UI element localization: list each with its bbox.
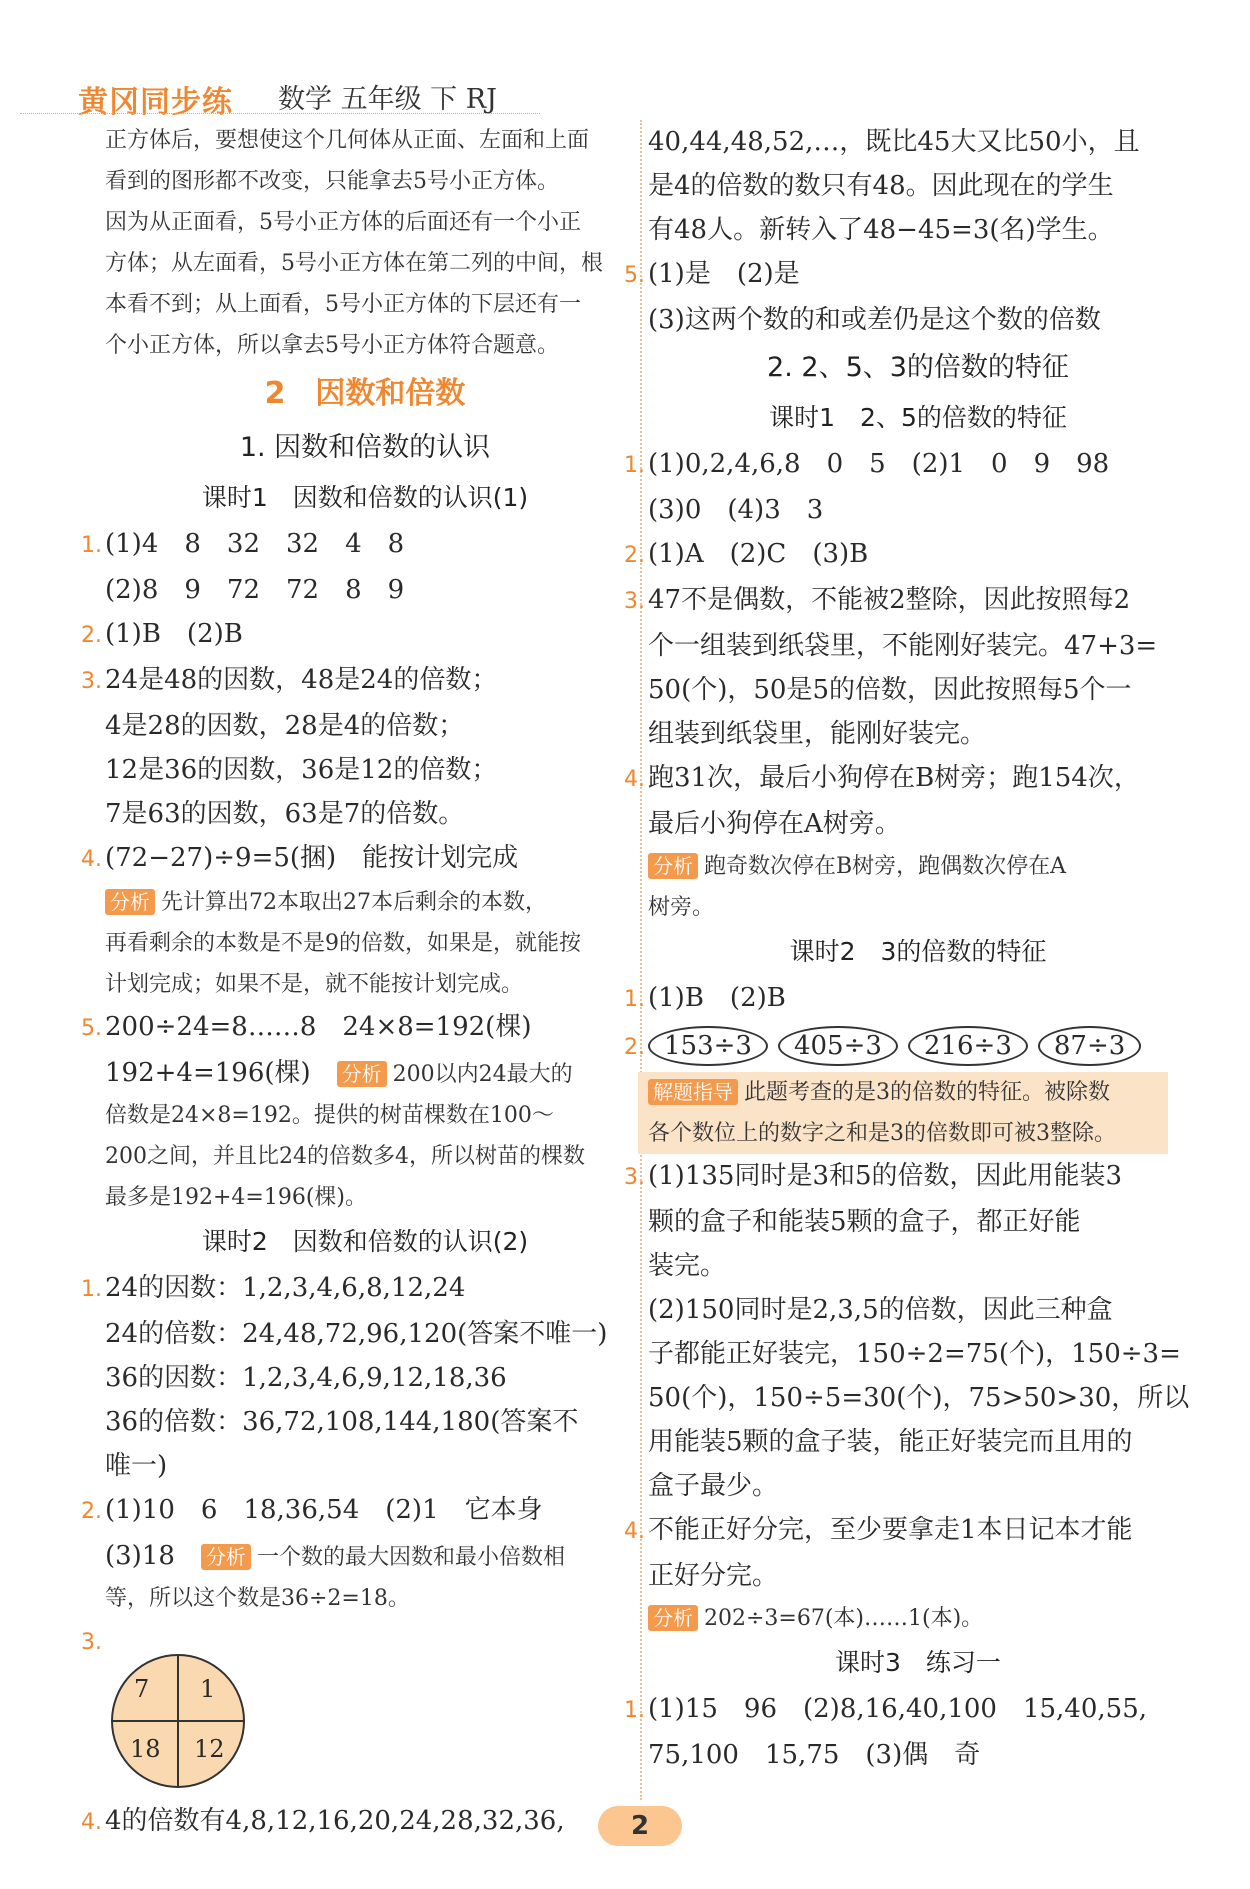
- answer-text: (1)135同时是3和5的倍数，因此用能装3: [648, 1161, 1123, 1191]
- answer-line: 有48人。新转入了48−45=3(名)学生。: [648, 215, 1114, 245]
- answer-line: [648, 1420, 1188, 1464]
- question-number: 5.: [624, 263, 645, 288]
- header-rule: [20, 113, 540, 114]
- answer-text: (1)4 8 32 32 4 8: [105, 529, 405, 559]
- answer-text: 24的倍数：24,48,72,96,120(答案不唯一): [105, 1319, 608, 1349]
- answer-line: [648, 1200, 1188, 1244]
- analysis-tag: 分析: [337, 1061, 387, 1087]
- answer-line: [624, 442, 1188, 488]
- answer-text: 颗的盒子和能装5颗的盒子，都正好能: [648, 1207, 1081, 1237]
- answer-line: [81, 658, 625, 704]
- analysis-tag: 分析: [648, 1605, 698, 1631]
- section-title: 2. 2、5、3的倍数的特征: [767, 352, 1069, 383]
- answer-line: [648, 1733, 1188, 1777]
- analysis-line: [648, 1598, 1188, 1639]
- answer-text: (1)B (2)B: [648, 983, 786, 1013]
- circle-value-bl: 18: [130, 1735, 161, 1763]
- circled-answer: 405÷3: [778, 1026, 898, 1066]
- answer-text: 子都能正好装完，150÷2=75(个)，150÷3=: [648, 1339, 1181, 1369]
- question-number: 2.: [81, 1499, 102, 1524]
- answer-text: 个一组装到纸袋里，不能刚好装完。47+3=: [648, 631, 1158, 661]
- question-number: 1.: [81, 1277, 102, 1302]
- intro-line: 正方体后，要想使这个几何体从正面、左面和上面: [105, 128, 590, 153]
- question-number: 3.: [81, 1630, 102, 1655]
- analysis-tag: 分析: [201, 1544, 251, 1570]
- question-number: 1.: [624, 1698, 645, 1723]
- question-number: 3.: [81, 669, 102, 694]
- tip-box: [638, 1072, 1168, 1154]
- answer-line: [105, 748, 625, 792]
- answer-line: [81, 1799, 625, 1845]
- question-number: 2.: [624, 543, 645, 568]
- answer-text: 36的倍数：36,72,108,144,180(答案不: [105, 1407, 579, 1437]
- analysis-line: [648, 846, 1188, 887]
- answer-text: (1)0,2,4,6,8 0 5 (2)1 0 9 98: [648, 449, 1110, 479]
- analysis-line: 再看剩余的本数是不是9的倍数，如果是，就能按: [105, 931, 581, 956]
- circle-diagram: [110, 1653, 246, 1789]
- answer-text: 用能装5颗的盒子装，能正好装完而且用的: [648, 1427, 1133, 1457]
- answer-line: [648, 1288, 1188, 1332]
- answer-line: [648, 668, 1188, 712]
- intro-line: 因为从正面看，5号小正方体的后面还有一个小正: [105, 210, 581, 235]
- analysis-text: 202÷3=67(本)……1(本)。: [704, 1606, 984, 1631]
- analysis-line: 计划完成；如果不是，就不能按计划完成。: [105, 972, 524, 997]
- analysis-line: 倍数是24×8=192。提供的树苗棵数在100～: [105, 1103, 554, 1128]
- answer-line: 是4的倍数的数只有48。因此现在的学生: [648, 171, 1114, 201]
- question-number: 5.: [81, 1016, 102, 1041]
- answer-text: (3)这两个数的和或差仍是这个数的倍数: [648, 305, 1101, 335]
- answer-line: [81, 522, 625, 568]
- answer-text: 最后小狗停在A树旁。: [648, 809, 901, 839]
- intro-line: 看到的图形都不改变，只能拿去5号小正方体。: [105, 169, 559, 194]
- answer-text: 200÷24=8……8 24×8=192(棵): [105, 1012, 532, 1042]
- answer-line: [81, 1619, 625, 1655]
- answer-line: [81, 1005, 625, 1051]
- answer-line: [624, 756, 1188, 802]
- tip-line: [648, 1072, 1168, 1113]
- answer-line: [81, 836, 625, 882]
- answer-text: 50(个)，150÷5=30(个)，75>50>30，所以: [648, 1383, 1190, 1413]
- answer-line: [105, 1534, 625, 1578]
- tip-text: 此题考查的是3的倍数的特征。被除数: [744, 1080, 1110, 1105]
- answer-line: [105, 1051, 625, 1095]
- analysis-line: 最多是192+4=196(棵)。: [105, 1185, 368, 1210]
- analysis-text: 一个数的最大因数和最小倍数相: [256, 1545, 565, 1570]
- analysis-text: 先计算出72本取出27本后剩余的本数，: [161, 890, 547, 915]
- answer-line: [624, 578, 1188, 624]
- answer-line: [624, 252, 1188, 298]
- lesson-title: 课时3 练习一: [835, 1648, 1001, 1677]
- answer-text: 192+4=196(棵): [105, 1058, 311, 1088]
- answer-line: [648, 802, 1188, 846]
- answer-line: [624, 1508, 1188, 1554]
- answer-text: 12是36的因数，36是12的倍数；: [105, 755, 498, 785]
- question-number: 4.: [81, 847, 102, 872]
- intro-line: 个小正方体，所以拿去5号小正方体符合题意。: [105, 333, 559, 358]
- tip-tag: 解题指导: [648, 1079, 738, 1105]
- answer-line: [105, 568, 625, 612]
- answer-line: [105, 792, 625, 836]
- lesson-title: 课时1 因数和倍数的认识(1): [201, 483, 529, 512]
- answer-text: (1)B (2)B: [105, 619, 243, 649]
- answer-line: [105, 1312, 625, 1356]
- question-number: 1.: [81, 533, 102, 558]
- left-column: [81, 120, 625, 1845]
- answer-text: (72−27)÷9=5(捆) 能按计划完成: [105, 843, 519, 873]
- answer-text: 24是48的因数，48是24的倍数；: [105, 665, 498, 695]
- circled-answer: 87÷3: [1038, 1026, 1141, 1066]
- answer-text: 组装到纸袋里，能刚好装完。: [648, 719, 987, 749]
- answer-text: 装完。: [648, 1251, 727, 1281]
- answer-line: [648, 488, 1188, 532]
- page-header: [0, 55, 1250, 120]
- answer-text: 唯一): [105, 1451, 168, 1481]
- answer-text: 4是28的因数，28是4的倍数；: [105, 711, 465, 741]
- tip-line: 各个数位上的数字之和是3的倍数即可被3整除。: [648, 1121, 1116, 1146]
- intro-line: 方体；从左面看，5号小正方体在第二列的中间，根: [105, 251, 603, 276]
- analysis-text: 跑奇数次停在B树旁，跑偶数次停在A: [704, 854, 1067, 879]
- circle-value-tr: 1: [200, 1675, 216, 1703]
- analysis-tag: 分析: [105, 889, 155, 915]
- chapter-title: 2 因数和倍数: [264, 376, 466, 411]
- analysis-line: 200之间，并且比24的倍数多4，所以树苗的棵数: [105, 1144, 585, 1169]
- answer-text: 不能正好分完，至少要拿走1本日记本才能: [648, 1515, 1133, 1545]
- analysis-line: 树旁。: [648, 895, 715, 920]
- answer-text: (1)10 6 18,36,54 (2)1 它本身: [105, 1495, 543, 1525]
- answer-text: 盒子最少。: [648, 1471, 779, 1501]
- circle-svg: [110, 1653, 246, 1789]
- answer-line: [648, 1464, 1188, 1508]
- answer-line: [624, 532, 1188, 578]
- answer-line: [81, 612, 625, 658]
- answer-line: [624, 976, 1188, 1022]
- right-column: [624, 120, 1190, 1777]
- answer-text: (1)是 (2)是: [648, 259, 800, 289]
- circle-value-tl: 7: [134, 1675, 150, 1703]
- answer-text: 4的倍数有4,8,12,16,20,24,28,32,36,: [105, 1806, 565, 1836]
- answer-line: [624, 1154, 1188, 1200]
- analysis-line: [105, 882, 625, 923]
- question-number: 4.: [81, 1810, 102, 1835]
- answer-line: [648, 1554, 1188, 1598]
- analysis-line: 等，所以这个数是36÷2=18。: [105, 1586, 410, 1611]
- answer-line: [81, 1488, 625, 1534]
- question-number: 3.: [624, 589, 645, 614]
- answer-line: [105, 1444, 625, 1488]
- circle-value-br: 12: [194, 1735, 225, 1763]
- subject-title: 数学 五年级 下 RJ: [278, 84, 497, 115]
- answer-line: [105, 704, 625, 748]
- answer-line: [624, 1687, 1188, 1733]
- answer-line: [648, 298, 1188, 342]
- answer-line: [81, 1266, 625, 1312]
- answer-text: 47不是偶数，不能被2整除，因此按照每2: [648, 585, 1131, 615]
- answer-text: 跑31次，最后小狗停在B树旁；跑154次，: [648, 763, 1140, 793]
- intro-line: 本看不到；从上面看，5号小正方体的下层还有一: [105, 292, 581, 317]
- question-number: 4.: [624, 767, 645, 792]
- circled-answer: 216÷3: [908, 1026, 1028, 1066]
- question-number: 3.: [624, 1165, 645, 1190]
- section-title: 1. 因数和倍数的认识: [239, 432, 491, 463]
- answer-line: [624, 1022, 1188, 1072]
- lesson-title: 课时2 因数和倍数的认识(2): [201, 1227, 529, 1256]
- page-number: 2: [598, 1806, 682, 1846]
- lesson-title: 课时2 3的倍数的特征: [789, 937, 1047, 966]
- analysis-text: 200以内24最大的: [392, 1062, 573, 1087]
- answer-line: [648, 1332, 1188, 1376]
- answer-line: [648, 1244, 1188, 1288]
- answer-text: 50(个)，50是5的倍数，因此按照每5个一: [648, 675, 1132, 705]
- answer-line: [648, 712, 1188, 756]
- answer-line: [105, 1356, 625, 1400]
- question-number: 4.: [624, 1519, 645, 1544]
- answer-text: 36的因数：1,2,3,4,6,9,12,18,36: [105, 1363, 507, 1393]
- answer-text: (1)15 96 (2)8,16,40,100 15,40,55,: [648, 1694, 1148, 1724]
- answer-line: 40,44,48,52,…，既比45大又比50小，且: [648, 127, 1140, 157]
- answer-line: [105, 1400, 625, 1444]
- question-number: 2.: [81, 623, 102, 648]
- answer-text: 75,100 15,75 (3)偶 奇: [648, 1740, 981, 1770]
- answer-line: [648, 1376, 1188, 1420]
- lesson-title: 课时1 2、5的倍数的特征: [769, 403, 1067, 432]
- answer-text: (3)18: [105, 1541, 175, 1571]
- answer-text: 正好分完。: [648, 1561, 779, 1591]
- answer-text: (3)0 (4)3 3: [648, 495, 824, 525]
- answer-text: 24的因数：1,2,3,4,6,8,12,24: [105, 1273, 466, 1303]
- question-number: 2.: [624, 1035, 645, 1060]
- answer-text: (1)A (2)C (3)B: [648, 539, 869, 569]
- circled-answer: 153÷3: [648, 1026, 768, 1066]
- analysis-tag: 分析: [648, 853, 698, 879]
- question-number: 1.: [624, 987, 645, 1012]
- answer-line: [648, 624, 1188, 668]
- answer-text: (2)150同时是2,3,5的倍数，因此三种盒: [648, 1295, 1113, 1325]
- question-number: 1.: [624, 453, 645, 478]
- answer-text: 7是63的因数，63是7的倍数。: [105, 799, 465, 829]
- answer-text: (2)8 9 72 72 8 9: [105, 575, 405, 605]
- brand-title: 黄冈同步练: [78, 85, 233, 120]
